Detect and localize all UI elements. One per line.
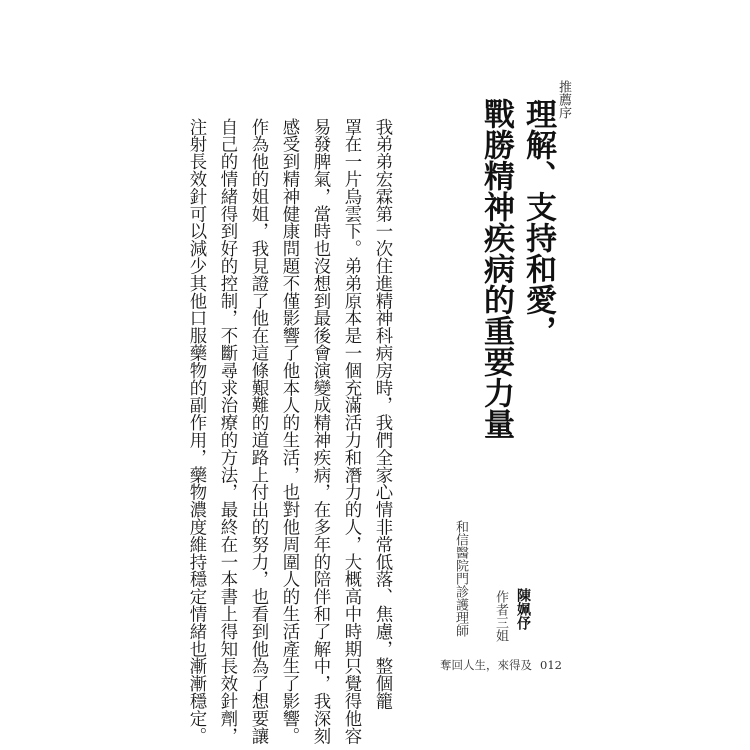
page-footer — [440, 657, 562, 673]
body-line-4: 感受到精神健康問題不僅影響了他本人的生活，也對他周圍人的生活產生了影響。 — [279, 118, 299, 745]
body-line-7: 注射長效針可以減少其他口服藥物的副作用，藥物濃度維持穩定情緒也漸漸穩定。 — [186, 118, 206, 745]
body-line-2: 罩在一片烏雲下。弟弟原本是一個充滿活力和潛力的人，大概高中時期只覺得他容 — [341, 118, 361, 745]
author-organization: 和信醫院門診護理師 — [453, 520, 468, 637]
author-role: 作者三姐 — [493, 590, 508, 642]
title-line-1: 理解、支持和愛， — [520, 98, 556, 346]
author-name: 陳姵伃 — [515, 588, 531, 630]
title-line-2: 戰勝精神疾病的重要力量 — [478, 98, 514, 439]
footer-book-title: 奪回人生，來得及 — [440, 658, 532, 672]
body-line-6: 自己的情緒得到好的控制，不斷尋求治療的方法，最終在一本書上得知長效針劑， — [217, 118, 237, 745]
body-line-3: 易發脾氣，當時也沒想到最後會演變成精神疾病，在多年的陪伴和了解中，我深刻 — [310, 118, 330, 745]
body-line-1: 我弟弟宏霖第一次住進精神科病房時，我們全家心情非常低落、焦慮，整個籠 — [372, 118, 392, 710]
page-number: 012 — [540, 658, 562, 672]
section-label: 推薦序 — [556, 80, 571, 119]
body-line-5: 作為他的姐姐，我見證了他在這條艱難的道路上付出的努力，也看到他為了想要讓 — [248, 118, 268, 745]
